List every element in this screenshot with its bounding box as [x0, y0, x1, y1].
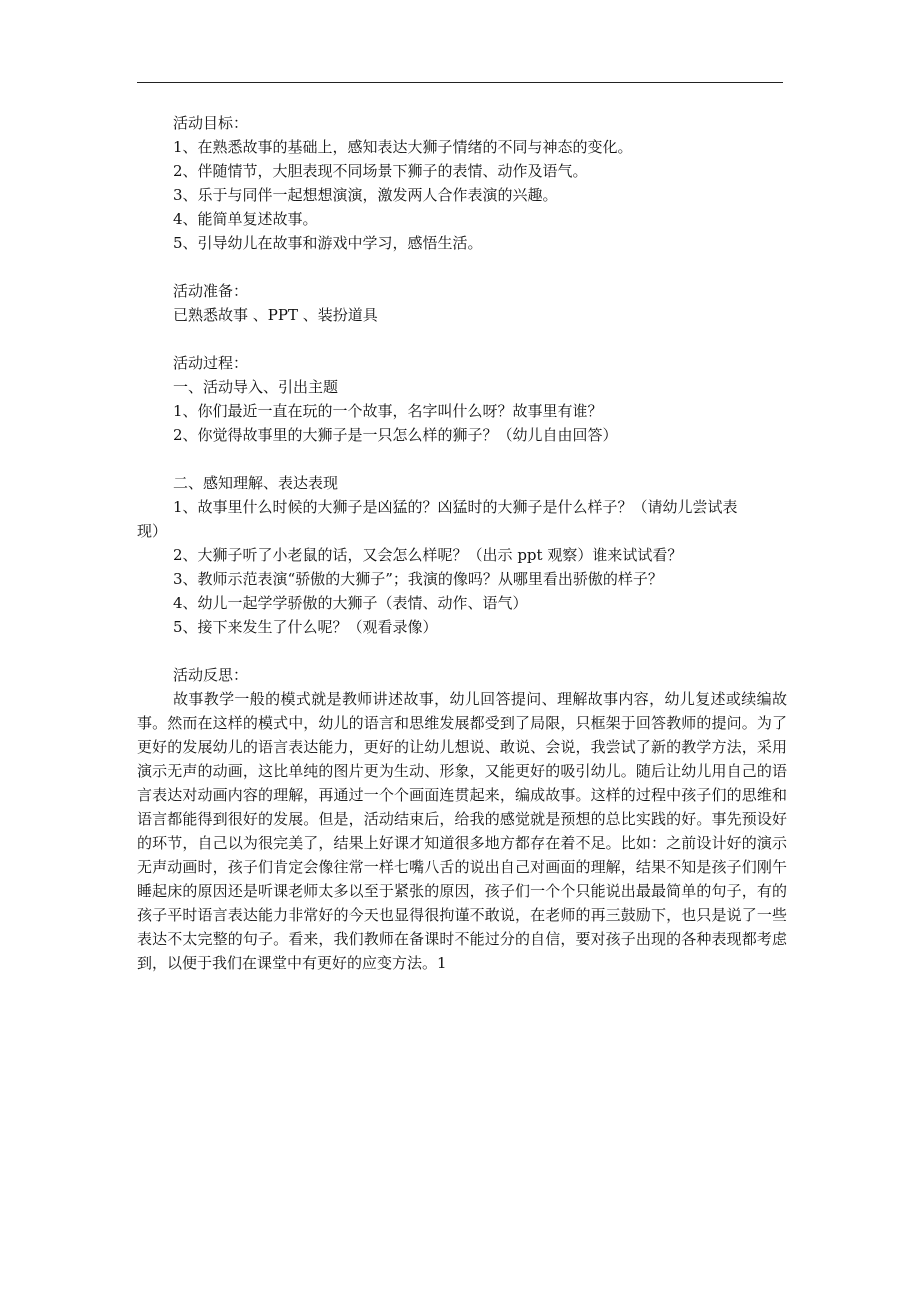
preparation-section: [137, 279, 797, 327]
reflection-section: [137, 663, 797, 975]
process-part2-item1-line1: 1、故事里什么时候的大狮子是凶猛的？凶猛时的大狮子是什么样子？（请幼儿尝试表: [173, 498, 738, 516]
process-part2-item: [137, 495, 797, 543]
goal-item: 2、伴随情节，大胆表现不同场景下狮子的表情、动作及语气。: [173, 162, 588, 180]
preparation-heading: 活动准备：: [173, 282, 249, 300]
goals-heading: 活动目标：: [173, 114, 249, 132]
process-part2-item1-line2: 现）: [137, 522, 168, 540]
reflection-paragraph: 故事教学一般的模式就是教师讲述故事，幼儿回答提问、理解故事内容，幼儿复述或续编故事。然而在这样的模式中，幼儿的语言和思维发展都受到了局限，只框架于回答教师的提问。为了更好的发展幼儿的语言表达能力，更好的让幼儿想说、敢说、会说，我尝试了新的教学方法，采用演示无声的动画，这比单纯的图片更为生动、形象，又能更好的吸引幼儿。随后让幼儿用自己的语言表达对动画内容的理解，再通过一个个画面连贯起来，编成故事。这样的过程中孩子们的思维和语言都能得到很好的发展。但是，活动结束后，给我的感觉就是预想的总比实践的好。事先预设好的环节，自己以为很完美了，结果上好课才知道很多地方都存在着不足。比如：之前设计好的演示无声动画时，孩子们肯定会像往常一样七嘴八舌的说出自己对画面的理解，结果不知是孩子们刚午睡起床的原因还是听课老师太多以至于紧张的原因，孩子们一个个只能说出最最简单的句子，有的孩子平时语言表达能力非常好的今天也显得很拘谨不敢说，在老师的再三鼓励下，也只是说了一些表达不太完整的句子。看来，我们教师在备课时不能过分的自信，要对孩子出现的各种表现都考虑到，以便于我们在课堂中有更好的应变方法。1: [137, 690, 787, 972]
header-rule: [137, 82, 783, 83]
goal-item: 3、乐于与同伴一起想想演演，激发两人合作表演的兴趣。: [173, 186, 558, 204]
process-heading: 活动过程：: [173, 354, 249, 372]
goal-item: 1、在熟悉故事的基础上，感知表达大狮子情绪的不同与神态的变化。: [173, 138, 633, 156]
process-part2-item: 4、幼儿一起学学骄傲的大狮子（表情、动作、语气）: [173, 594, 528, 612]
goals-section: [137, 111, 797, 255]
preparation-content: 已熟悉故事 、PPT 、装扮道具: [173, 306, 378, 324]
process-part2-item: 3、教师示范表演“骄傲的大狮子”；我演的像吗？从哪里看出骄傲的样子？: [173, 570, 663, 588]
goal-item: 4、能简单复述故事。: [173, 210, 318, 228]
reflection-heading: 活动反思：: [173, 666, 249, 684]
goal-item: 5、引导幼儿在故事和游戏中学习，感悟生活。: [173, 234, 483, 252]
process-part2-title: 二、感知理解、表达表现: [173, 474, 339, 492]
process-part1-title: 一、活动导入、引出主题: [173, 378, 339, 396]
process-part2-item: 5、接下来发生了什么呢？（观看录像）: [173, 618, 438, 636]
process-part1-item: 2、你觉得故事里的大狮子是一只怎么样的狮子？（幼儿自由回答）: [173, 426, 618, 444]
process-section: [137, 351, 797, 447]
process-part2-section: [137, 471, 797, 639]
document-body: [137, 111, 797, 975]
process-part2-item: 2、大狮子听了小老鼠的话，又会怎么样呢？（出示 ppt 观察）谁来试试看？: [173, 546, 683, 564]
process-part1-item: 1、你们最近一直在玩的一个故事，名字叫什么呀？故事里有谁？: [173, 402, 603, 420]
